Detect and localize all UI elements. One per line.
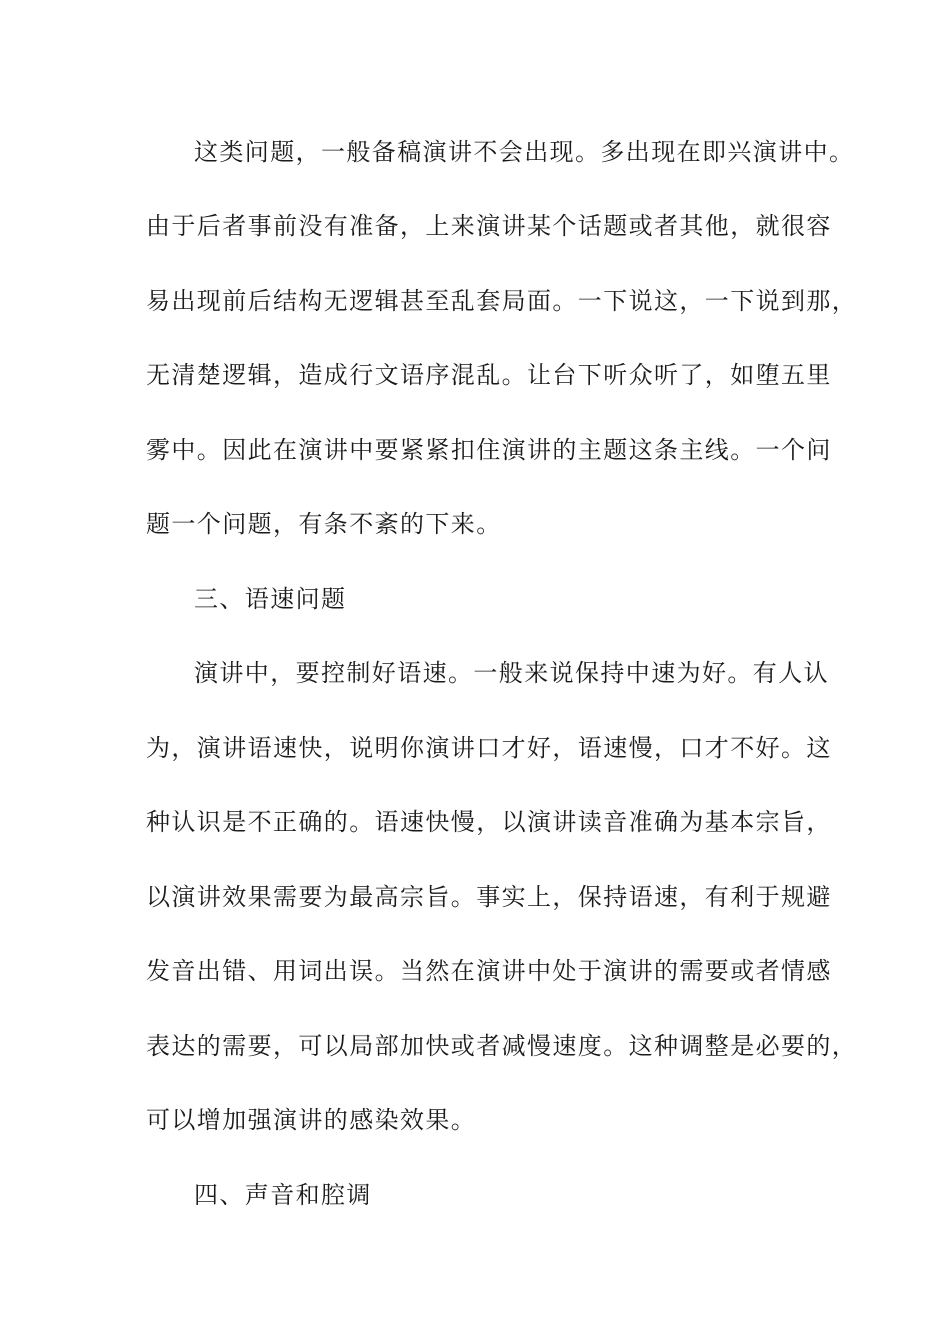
paragraph-line: 表达的需要，可以局部加快或者减慢速度。这种调整是必要的， (146, 1032, 858, 1060)
paragraph-line: 题一个问题，有条不紊的下来。 (146, 510, 502, 538)
paragraph-line: 由于后者事前没有准备，上来演讲某个话题或者其他，就很容 (146, 212, 832, 240)
paragraph-line: 演讲中，要控制好语速。一般来说保持中速为好。有人认 (194, 659, 829, 687)
paragraph-line: 可以增加强演讲的感染效果。 (146, 1106, 477, 1134)
section-heading: 三、语速问题 (194, 585, 347, 613)
paragraph-line: 雾中。因此在演讲中要紧紧扣住演讲的主题这条主线。一个问 (146, 436, 832, 464)
paragraph-line: 这类问题，一般备稿演讲不会出现。多出现在即兴演讲中。 (194, 138, 855, 166)
paragraph-line: 易出现前后结构无逻辑甚至乱套局面。一下说这，一下说到那， (146, 287, 858, 315)
paragraph-line: 发音出错、用词出误。当然在演讲中处于演讲的需要或者情感 (146, 957, 832, 985)
paragraph-line: 无清楚逻辑，造成行文语序混乱。让台下听众听了，如堕五里 (146, 361, 832, 389)
paragraph-line: 以演讲效果需要为最高宗旨。事实上，保持语速，有利于规避 (146, 883, 832, 911)
paragraph-line: 种认识是不正确的。语速快慢，以演讲读音准确为基本宗旨， (146, 808, 832, 836)
section-heading: 四、声音和腔调 (194, 1181, 372, 1209)
paragraph-line: 为，演讲语速快，说明你演讲口才好，语速慢，口才不好。这 (146, 734, 832, 762)
